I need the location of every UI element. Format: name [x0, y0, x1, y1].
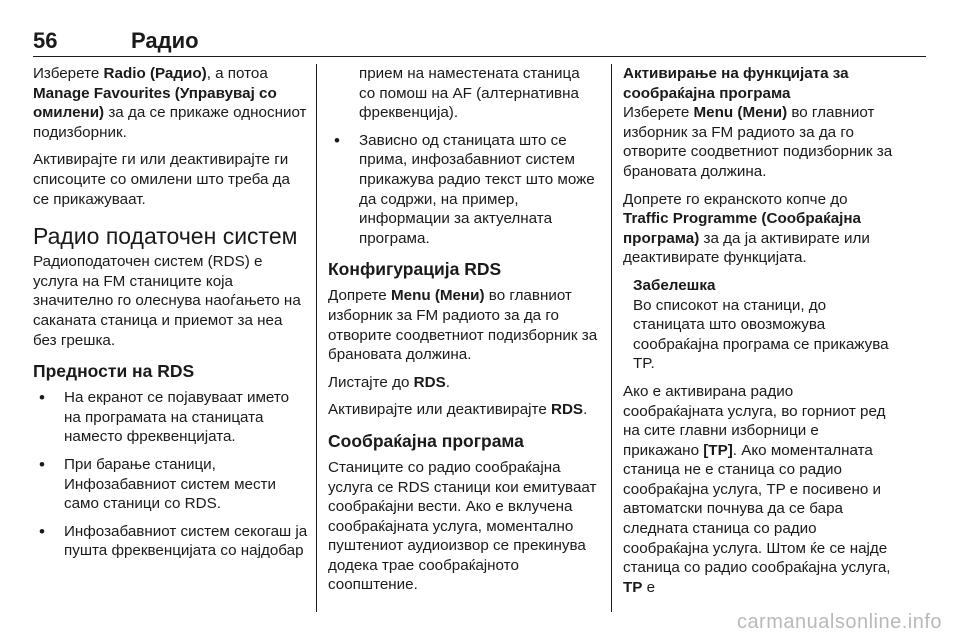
paragraph: Станиците со радио сообраќајна услуга се RDS станици кои емитуваат сообраќајни вести. Ако е вклучена сообраќајната услуга, моментално пуштениот аудиоизвор се прекинува додека трае сообраќајното соопштение.	[328, 458, 597, 594]
column-right	[623, 64, 893, 605]
paragraph: Радиоподаточен систем (RDS) е услуга на FM станиците која значително го олеснува наоѓањето на саканата станица и приемот за неа без грешка.	[33, 253, 301, 349]
list-item: • Зависно од станицата што се прима, инфозабавниот систем прикажува радио текст што може да содржи, на пример, информации за актуелната програма.	[328, 131, 600, 249]
bullet-list	[33, 388, 309, 561]
section-heading: Радио податочен систем	[33, 223, 298, 250]
page-title: Радио	[131, 28, 199, 53]
list-item: • При барање станици, Инфозабавниот систем мести само станици со RDS.	[33, 455, 309, 514]
page-number: 56	[33, 28, 58, 53]
paragraph: Активирајте ги или деактивирајте ги списоците со омилени што треба да се прикажуваат.	[33, 151, 290, 208]
paragraph: Изберете Menu (Мени) во главниот изборник за FM радиото за да го отворите соодветниот подизборник за брановата должина.	[623, 104, 893, 180]
paragraph: Листајте до RDS.	[328, 373, 450, 391]
column-divider	[611, 64, 612, 612]
list-item: • На екранот се појавуваат името на програмата на станицата наместо фреквенцијата.	[33, 388, 309, 447]
menu-term: TP	[623, 578, 643, 596]
bullet-list	[328, 131, 600, 249]
list-item: • Инфозабавниот систем секогаш ја пушта фреквенцијата со најдобар	[33, 522, 309, 561]
menu-term: Traffic Programme (Сообраќајна програма)	[623, 210, 861, 247]
column-middle	[328, 64, 600, 603]
menu-term: Menu (Мени)	[390, 287, 485, 305]
menu-term: RDS	[551, 401, 584, 419]
page-header	[33, 20, 926, 57]
menu-term: Radio (Радио)	[103, 65, 207, 82]
column-divider	[316, 64, 317, 612]
note-box	[623, 276, 893, 374]
subsection-heading: Конфигурација RDS	[328, 259, 502, 280]
note-title: Забелешка	[633, 276, 716, 294]
note-body: Во списокот на станици, до станицата што овозможува сообраќајна програма се прикажува TP.	[633, 296, 889, 373]
subsection-heading: Сообраќајна програма	[328, 430, 524, 451]
menu-term: Menu (Мени)	[693, 104, 788, 122]
menu-term: Manage Favourites (Управувај со омилени)	[33, 84, 277, 122]
paragraph: Ако е активирана радио сообраќајната услуга, во горниот ред на сите главни изборници е прикажано [TP]. Ако моменталната станица не е станица со радио сообраќајна услуга, TP е посивено и автоматски почнува да се бара следната станица со радио сообраќајна услуга. Штом ќе се најде станица со радио сообраќајна услуга, TP е	[623, 382, 891, 596]
menu-term: RDS	[413, 373, 446, 391]
subsection-heading: Предности на RDS	[33, 361, 195, 382]
paragraph: Допрете Menu (Мени) во главниот изборник за FM радиото за да го отворите соодветниот подизборник за брановата должина.	[328, 287, 598, 364]
column-left	[33, 64, 309, 569]
paragraph: Изберете Radio (Радио), а потоа Manage Favourites (Управувај со омилени) за да се прикаже односниот подизборник.	[33, 65, 307, 141]
paragraph: Допрете го екранското копче до Traffic Programme (Сообраќајна програма) за да ја активирате или деактивирате функцијата.	[623, 190, 870, 267]
watermark: carmanualsonline.info	[736, 611, 942, 633]
subsection-heading: Активирање на функцијата за сообраќајна програма	[623, 65, 849, 102]
menu-term: [TP]	[703, 441, 733, 459]
paragraph: Активирајте или деактивирајте RDS.	[328, 401, 588, 419]
list-item-continuation: прием на наместената станица со помош на AF (алтернативна фреквенција).	[359, 65, 580, 122]
